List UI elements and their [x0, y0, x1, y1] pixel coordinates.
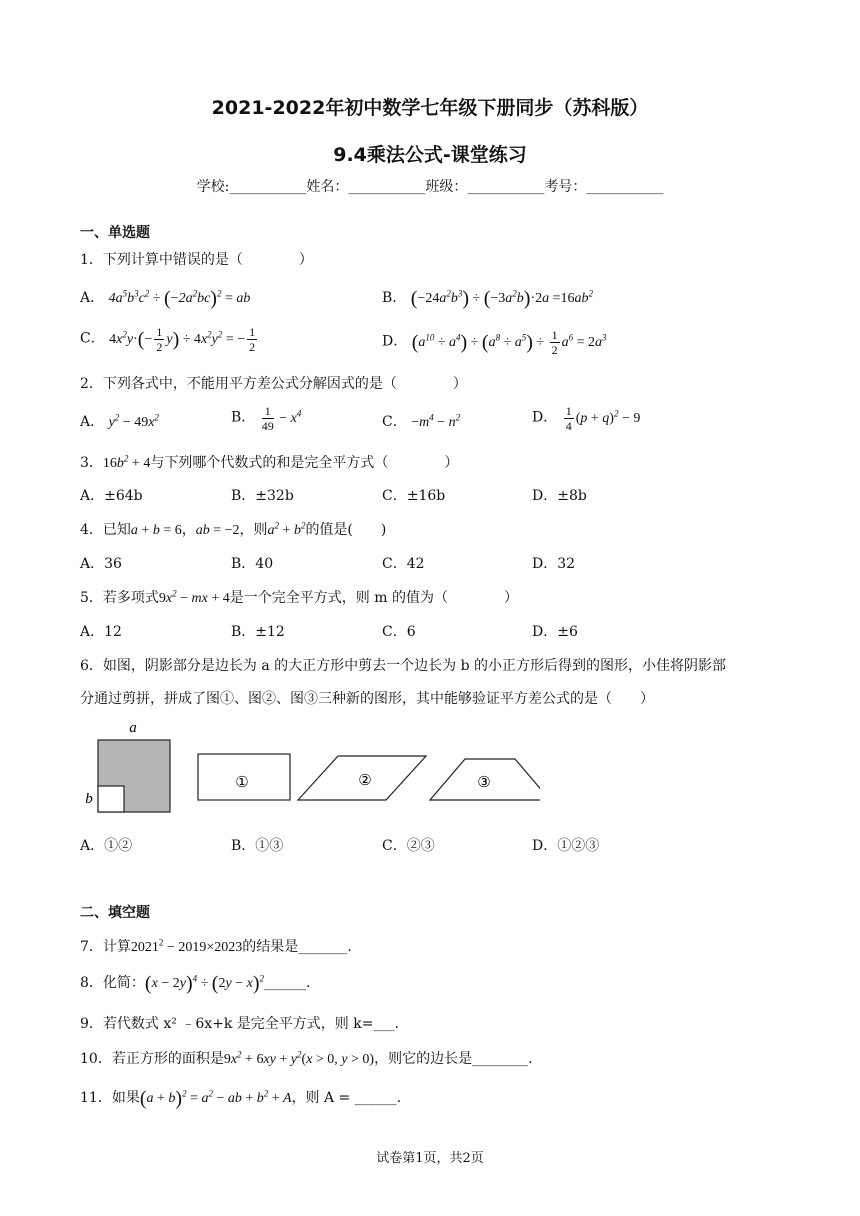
q5-option-a: A．12: [80, 624, 122, 640]
q3-option-c: C．±16b: [382, 488, 446, 504]
question-9: 9．若代数式 x² ﹣6x+k 是完全平方式，则 k=___.: [80, 1016, 399, 1032]
question-5: 5．若多项式$9x^2$ − mx + 4是一个完全平方式，则 m 的值为（ ）: [80, 588, 518, 606]
question-8: 8．化简：$(x - 2y)^4 \div (2y$ − $x)^2\_\_\_\_\_\_$.: [80, 972, 311, 995]
question-3: 3．$16b^2 + 4$与下列哪个代数式的和是完全平方式（ ）: [80, 453, 459, 471]
q5-option-c: C．6: [382, 624, 416, 640]
q2-option-b: B． $\frac{1}{49}$ − $x^4$: [231, 404, 302, 433]
figure-1-rectangle: [198, 754, 290, 800]
question-2: 2．下列各式中，不能用平方差公式分解因式的是（ ）: [80, 376, 467, 392]
q3-option-d: D．±8b: [532, 488, 587, 504]
question-11: 11．如果$(a + b)^2 = a^2$ − ab + $b^2 + A$，则 A = ______.: [80, 1087, 402, 1110]
shaded-square-figure: [85, 720, 170, 812]
q6-option-c: C．②③: [382, 838, 435, 854]
q4-option-b: B．40: [231, 556, 274, 572]
label-a: a: [129, 720, 137, 736]
figure-2-parallelogram: [298, 756, 426, 800]
figure-3-trapezoid: [430, 759, 540, 800]
student-info-line: 学校:___________姓名：___________班级：___________考号：___________: [196, 179, 664, 195]
q4-option-c: C．42: [382, 556, 425, 572]
question-6-line-2: 分通过剪拼，拼成了图①、图②、图③三种新的图形，其中能够验证平方差公式的是（ ）: [80, 691, 654, 707]
q2-option-a: A． $y^2 - 49x^2$: [80, 412, 159, 430]
page-footer: 试卷第1页，共2页: [376, 1151, 484, 1166]
q6-option-d: D．①②③: [532, 838, 600, 854]
q6-option-a: A．①②: [80, 838, 133, 854]
page-title: 2021-2022年初中数学七年级下册同步（苏科版）: [211, 97, 649, 119]
q6-figures: [80, 715, 540, 825]
q5-option-b: B．±12: [231, 624, 285, 640]
question-1: 1．下列计算中错误的是（ ）: [80, 252, 313, 268]
q2-option-c: C． $-m^4 - n^2$: [382, 412, 461, 430]
q3-option-a: A．±64b: [80, 488, 143, 504]
question-4: 4．已知a + b = 6，ab = −2，则$a^2 + b^2$的值是( ): [80, 520, 387, 538]
page-subtitle: 9.4乘法公式-课堂练习: [333, 144, 527, 166]
q5-option-d: D．±6: [532, 624, 578, 640]
q1-option-c: C． $4x^2y\cdot(-$ $\frac{1}{2}$ $y) \div 4x^2y^2$ = − $\frac{1}{2}$: [80, 325, 256, 354]
question-10: 10．若正方形的面积是$9x^2 + 6xy + y^2(x > 0$, y > 0)，则它的边长是________.: [80, 1049, 533, 1067]
section-single-choice: 一、单选题: [80, 225, 150, 241]
q1-option-a: A． $4a^5b^3c^2 \div (-2a^2bc)^2$ = ab: [80, 287, 251, 310]
label-b: b: [85, 791, 93, 807]
q2-option-d: D． $\frac{1}{4}$ $(p + q)^2 - 9$: [532, 404, 641, 433]
section-fill-blank: 二、填空题: [80, 905, 150, 921]
figure-3-label: ③: [477, 773, 491, 791]
question-7: 7．计算$2021^2 - 2019\times 2023$的结果是_______.: [80, 937, 352, 955]
figure-2-label: ②: [358, 771, 372, 789]
q4-option-d: D．32: [532, 556, 576, 572]
q1-option-b: B． $(-24a^2b^3) \div (-3a^2b)\cdot 2a =16ab^2$: [382, 287, 594, 310]
q1-option-d: D． $(a^{10} \div a^4) \div (a^8 \div a^5)$ ÷ $\frac{1}{2}$ $a^6 = 2a^3$: [382, 328, 607, 357]
figure-1-label: ①: [235, 773, 249, 791]
question-6-line-1: 6．如图，阴影部分是边长为 a 的大正方形中剪去一个边长为 b 的小正方形后得到的图形，小佳将阴影部: [80, 658, 727, 674]
q4-option-a: A．36: [80, 556, 122, 572]
q6-option-b: B．①③: [231, 838, 284, 854]
q3-option-b: B．±32b: [231, 488, 294, 504]
